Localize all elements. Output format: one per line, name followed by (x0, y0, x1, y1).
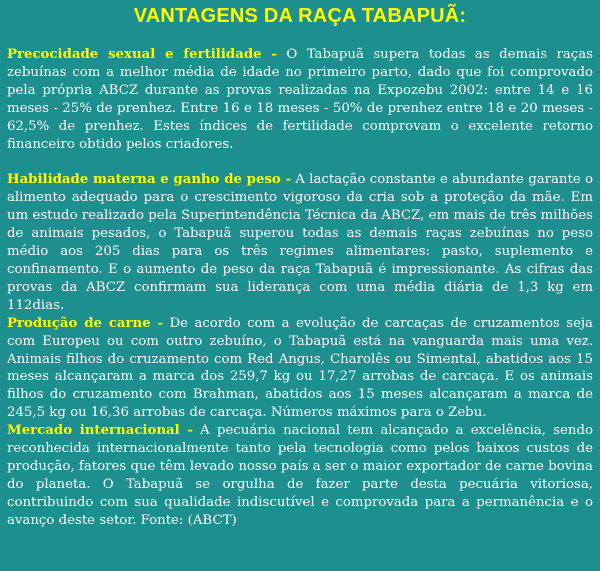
section-producao-carne (7, 315, 593, 422)
section-heading: Precocidade sexual e fertilidade - (7, 47, 277, 62)
section-heading: Mercado internacional - (7, 423, 193, 439)
section-body: A pecuária nacional tem alcançado a excelência, sendo reconhecida internacionalmente tanto pela tecnologia como pelos baixos custos de produção, fatores que têm levado nosso país a ser o maior exportador de carne bovina do planeta. O Tabapuã se orgulha de fazer parte desta pecuária vitoriosa, contribuindo com sua qualidade indiscutível e comprovada para a permanência e o avanço deste setor. Fonte: (ABCT) (7, 423, 594, 528)
section-body: De acordo com a evolução de carcaças de cruzamentos seja com Europeu ou com outro zebuíno, o Tabapuã está na vanguarda mais uma vez. Animais filhos do cruzamento com Red Angus, Charolês ou Simental, abatidos aos 15 meses alcançaram a marca dos 259,7 kg ou 17,27 arrobas de carcaça. E os animais filhos do cruzamento com Brahman, abatidos aos 15 meses alcançaram a marca de 245,5 kg ou 16,36 arrobas de carcaça. Números máximos para o Zebu. (7, 315, 593, 421)
section-body: A lactação constante e abundante garante o alimento adequado para o crescimento vigoroso da cria sob a proteção da mãe. Em um estudo realizado pela Superintendência Técnica da ABCZ, em mais de três milhões de animais pesados, o Tabapuã superou todas as demais raças zebuínas no peso médio aos 205 dias para os três regimes alimentares: pasto, suplemento e confinamento. E o aumento de peso da raça Tabapuã é impressionante. As cifras das provas da ABCZ confirmam sua liderança com uma média diária de 1,3 kg em 112dias. (7, 172, 593, 313)
section-precocidade (7, 46, 593, 153)
section-habilidade-materna (7, 171, 593, 314)
section-heading: Habilidade materna e ganho de peso - (7, 172, 292, 188)
section-heading: Produção de carne - (7, 315, 164, 331)
page-title: VANTAGENS DA RAÇA TABAPUÃ: (133, 5, 467, 27)
section-body: O Tabapuã supera todas as demais raças zebuínas com a melhor média de idade no primeiro parto, dado que foi comprovado pela própria ABCZ durante as provas realizadas na Expozebu 2002: entre 14 e 16 meses - 25% de prenhez. Entre 16 e 18 meses - 50% de prenhez entre 18 e 20 meses - 62,5% de prenhez. Estes índices de fertilidade comprovam o excelente retorno financeiro obtido pelos criadores. (7, 47, 593, 152)
section-mercado-internacional (7, 422, 593, 529)
